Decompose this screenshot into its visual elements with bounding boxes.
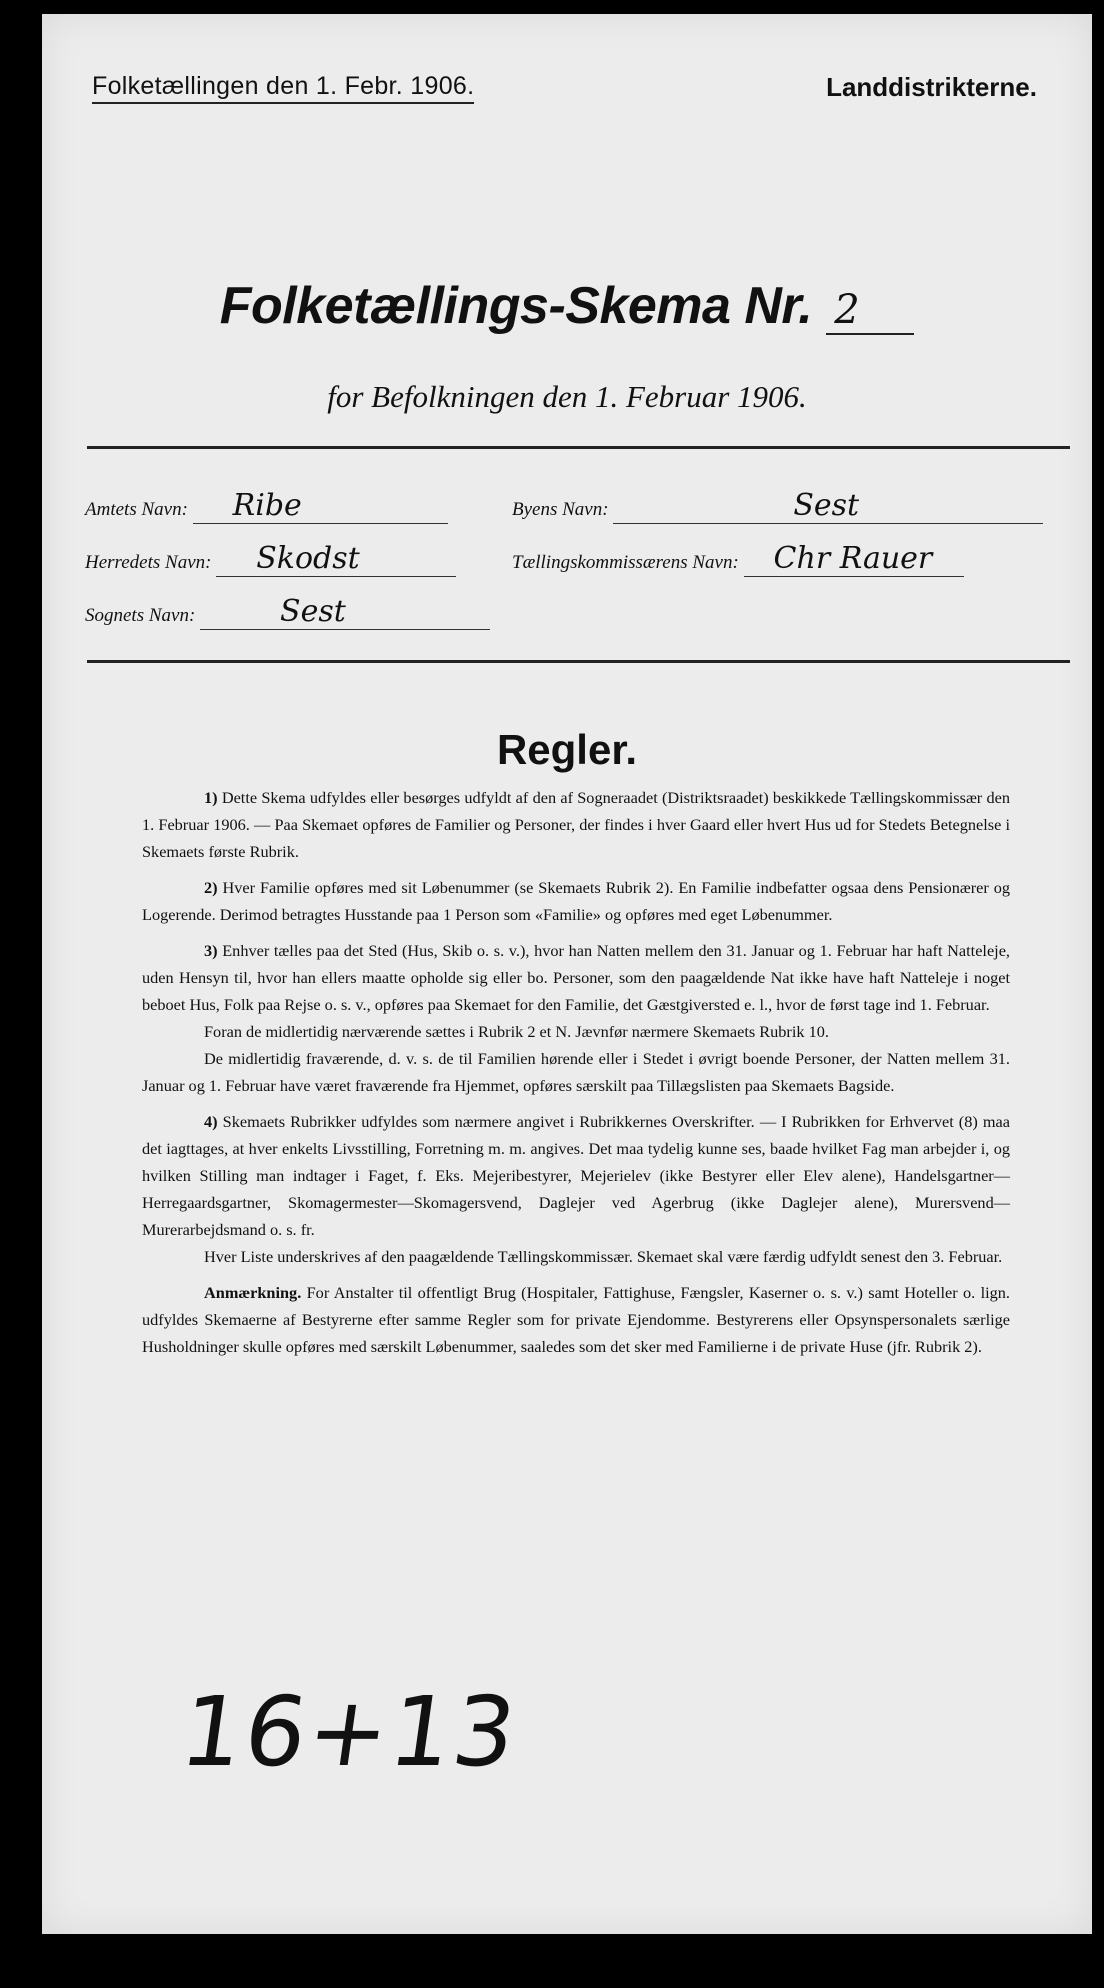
rule-4-text: Skemaets Rubrikker udfyldes som nærmere angivet i Rubrikkernes Overskrifter. — I Rubrikken for Erhvervet (8) maa det iagttages, at hver enkelts Livsstilling, Forretning m. m. angives. Det maa tydelig kunne ses, baade hvilket Fag man arbejder i, og hvilken Stilling man indtager i Faget, f. Eks. Mejeribestyrer, Mejerielev (ikke Bestyrer eller Elev alene), Handelsgartner—Herregaardsgartner, Skomagermester—Skomagersvend, Daglejer ved Agerbrug (ikke Daglejer alene), Murersvend—Murerarbejdsmand o. s. fr. bbox=[142, 1112, 1010, 1239]
rule-1 bbox=[142, 784, 1010, 865]
annotation-label: Anmærkning. bbox=[204, 1283, 302, 1302]
annotation bbox=[142, 1279, 1010, 1360]
bottom-divider bbox=[87, 660, 1070, 663]
rule-2 bbox=[142, 874, 1010, 928]
amt-field bbox=[85, 488, 448, 524]
census-form-page bbox=[42, 14, 1092, 1934]
amt-value: Ribe bbox=[193, 488, 448, 524]
herred-value: Skodst bbox=[216, 541, 456, 577]
by-field bbox=[512, 488, 1043, 524]
rule-4b: Hver Liste underskrives af den paagældende Tællingskommissær. Skemaet skal være færdig udfyldt senest den 3. Februar. bbox=[204, 1247, 1003, 1266]
rule-3b: Foran de midlertidig nærværende sættes i Rubrik 2 et N. Jævnfør nærmere Skemaets Rubrik 10. bbox=[204, 1022, 829, 1041]
kommissaer-label: Tællingskommissærens Navn: bbox=[512, 552, 739, 573]
census-date-header: Folketællingen den 1. Febr. 1906. bbox=[92, 72, 474, 104]
rule-1-text: Dette Skema udfyldes eller besørges udfyldt af den af Sogneraadet (Distriktsraadet) beskikkede Tællingskommissær den 1. Februar 1906. — Paa Skemaet opføres de Familier og Personer, der findes i hver Gaard eller hvert Hus ud for Stedets Betegnelse i Skemaets første Rubrik. bbox=[142, 788, 1010, 861]
rule-2-text: Hver Familie opføres med sit Løbenummer (se Skemaets Rubrik 2). En Familie indbefatter ogsaa dens Pensionærer og Logerende. Derimod betragtes Husstande paa 1 Person som «Familie» og opføres med eget Løbenummer. bbox=[142, 878, 1010, 924]
sogn-field bbox=[85, 594, 490, 630]
herred-field bbox=[85, 541, 456, 577]
by-value: Sest bbox=[613, 488, 1043, 524]
handwritten-count-note: 16+13 bbox=[174, 1676, 525, 1788]
rules-heading: Regler. bbox=[496, 726, 638, 773]
rule-2-number: 2) bbox=[204, 878, 218, 897]
rule-1-number: 1) bbox=[204, 788, 218, 807]
form-title-text: Folketællings-Skema Nr. bbox=[219, 277, 813, 335]
form-title bbox=[42, 276, 1092, 336]
form-subtitle: for Befolkningen den 1. Februar 1906. bbox=[327, 379, 807, 414]
rule-3c: De midlertidig fraværende, d. v. s. de til Familien hørende eller i Stedet i øvrigt boende Personer, der Natten mellem 31. Januar og 1. Februar have været fraværende fra Hjemmet, opføres særskilt paa Tillægslisten paa Skemaets Bagside. bbox=[142, 1049, 1010, 1095]
herred-label: Herredets Navn: bbox=[85, 552, 212, 573]
amt-label: Amtets Navn: bbox=[85, 499, 188, 520]
sogn-value: Sest bbox=[200, 594, 490, 630]
rule-4-number: 4) bbox=[204, 1112, 218, 1131]
rule-3 bbox=[142, 937, 1010, 1018]
rule-3-text: Enhver tælles paa det Sted (Hus, Skib o. s. v.), hvor han Natten mellem den 31. Januar og 1. Februar har haft Natteleje, uden Hensyn til, hvor han ellers maatte opholde sig eller bo. Personer, som den paagældende Nat ikke have haft Natteleje i noget beboet Hus, Folk paa Rejse o. s. v., opføres paa Skemaet for den Familie, det Gæstgiversted e. l., hvor de først tage ind 1. Februar. bbox=[142, 941, 1010, 1014]
annotation-text: For Anstalter til offentligt Brug (Hospitaler, Fattighuse, Fængsler, Kaserner o. s. v.) samt Hoteller o. lign. udfyldes Skemaerne af Bestyrerne efter samme Regler som for private Ejendomme. Bestyrerens eller Opsynspersonalets særlige Husholdninger skulle opføres med særskilt Løbenummer, saaledes som det sker med Familierne i de private Huse (jfr. Rubrik 2). bbox=[142, 1283, 1011, 1356]
top-divider bbox=[87, 446, 1070, 449]
form-number: 2 bbox=[826, 287, 914, 335]
by-label: Byens Navn: bbox=[512, 499, 609, 520]
sogn-label: Sognets Navn: bbox=[85, 605, 196, 626]
district-type-header: Landdistrikterne. bbox=[826, 72, 1037, 102]
kommissaer-value: Chr Rauer bbox=[744, 541, 964, 577]
rule-3-number: 3) bbox=[204, 941, 218, 960]
rules-body bbox=[142, 784, 1010, 1369]
rule-4 bbox=[142, 1108, 1010, 1243]
kommissaer-field bbox=[512, 541, 964, 577]
